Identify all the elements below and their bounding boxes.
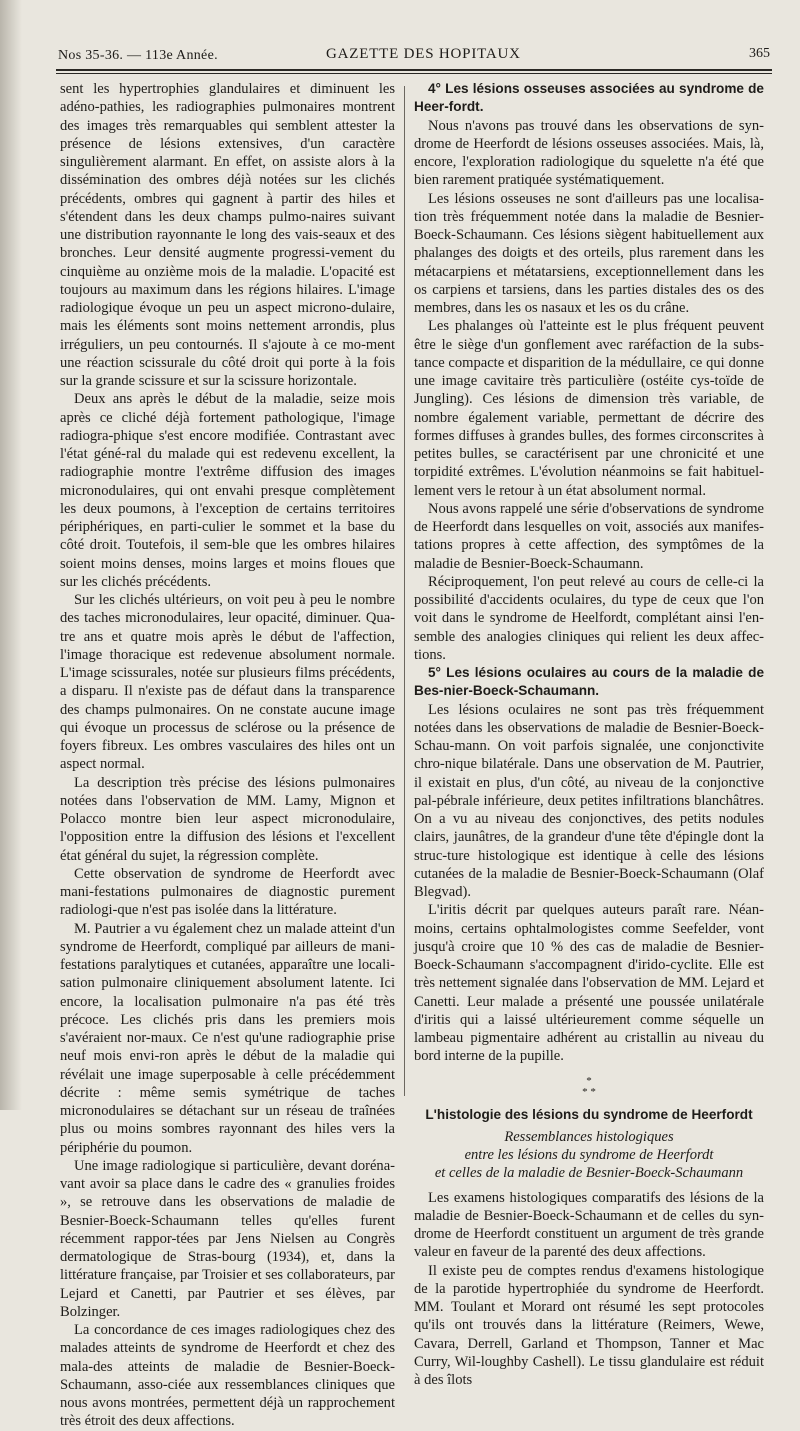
left-column [60, 80, 395, 1431]
histology-subtitle: et celles de la maladie de Besnier-Boeck-Schaumann [434, 1165, 744, 1182]
histology-heading: L'histologie des lésions du syndrome de Heerfordt [425, 1106, 753, 1122]
paragraph: Il existe peu de comptes rendus d'examens histologique de la parotide hypertrophiée du syndrome de Heerfordt. MM. Toulant et Morard ont résumé les sept protocoles qu'ils ont trouvés dans la littérature (Reimers, Wewe, Cavara, Derrell, Garland et Thompson, Tanner et Mac Curry, Wil-loughby Cashell). Le tissu glandulaire est réduit à des îlots [414, 1262, 764, 1388]
header-rule-thick [56, 69, 772, 71]
header-rule-thin [56, 73, 772, 74]
journal-title: GAZETTE DES HOPITAUX [326, 46, 521, 62]
paragraph: Les lésions oculaires ne sont pas très fréquemment notées dans les observations de maladie de Besnier-Boeck-Schau-mann. On voit parfois signalée, une conjonctivite chro-nique bilatérale. Dans une observation de M. Pautrier, il existait en plus, d'un côté, au niveau de la conjonctive pal-pébrale inférieure, deux petites infiltrations blanchâtres. On a vu au niveau des conjonctives, des petits nodules clairs, jaunâtres, de la grandeur d'une tête d'épingle dont la struc-ture histologique est identique à celle des lésions cutanées de la maladie de Besnier-Boeck-Schaumann (Olaf Blegvad). [414, 701, 764, 900]
paragraph: Les lésions osseuses ne sont d'ailleurs pas une localisa-tion très fréquemment notée dans la maladie de Besnier-Boeck-Schaumann. Ces lésions siègent habituellement aux phalanges des doigts et des orteils, plus rarement dans les métacarpiens et métatarsiens, exceptionnellement dans les os carpiens et tarsiens, dans les parties distales des os des membres, dans les os nasaux et les os du crâne. [414, 190, 764, 316]
section-heading: 4° Les lésions osseuses associées au syndrome de Heer-fordt. [414, 81, 764, 115]
paragraph: Réciproquement, l'on peut relevé au cours de celle-ci la possibilité d'accidents oculaires, du type de ceux que l'on voit dans le syndrome de Heelfordt, complétant ainsi l'en-semble des analogies cliniques qui relient les deux affec-tions. [414, 573, 764, 663]
paragraph: L'iritis décrit par quelques auteurs paraît rare. Néan-moins, certains ophtalmologistes comme Seefelder, vont jusqu'à croire que 10 % des cas de maladie de Besnier-Boeck-Schaumann s'accompagnent d'irido-cyclite. Elle est très nettement signalée dans l'observation de MM. Lejard et Canetti. Leur malade a présenté une poussée unilatérale d'iritis qui a laissé ultérieurement comme séquelle un lambeau pigmentaire adhérent au cristallin au niveau du bord interne de la pupille. [414, 902, 764, 1065]
histology-subtitle: entre les lésions du syndrome de Heerfordt [464, 1147, 714, 1163]
section-separator-stars: * * * [582, 1074, 596, 1098]
issue-label: Nos 35-36. — 113e Année. [58, 48, 218, 63]
section-heading: 5° Les lésions oculaires au cours de la maladie de Bes-nier-Boeck-Schaumann. [414, 665, 764, 699]
page-header [58, 44, 770, 66]
paragraph: Nous n'avons pas trouvé dans les observations de syn-drome de Heerfordt de lésions osseuses associées. Mais, là, encore, l'exploration radiologique du squelette n'a été que bien rarement pratiquée systématiquement. [414, 117, 764, 189]
histology-subtitle: Ressemblances histologiques [504, 1128, 674, 1145]
right-column [414, 80, 764, 1389]
paragraph: La concordance de ces images radiologiques chez des malades atteints de syndrome de Heerfordt et chez des mala-des atteints de maladie de Besnier-Boeck-Schaumann, asso-ciée aux ressemblances cliniques que nous avons montrées, permettent déjà un rapprochement très étroit des deux affections. [60, 1322, 395, 1430]
column-divider [404, 86, 405, 1096]
paragraph: Une image radiologique si particulière, devant doréna-vant avoir sa place dans le cadre des « granulies froides », se retrouve dans les observations de maladie de Besnier-Boeck-Schaumann telles qu'elles furent récemment rappor-tées par Jens Nielsen au Congrès dermatologique de Stras-bourg (1934), et, dans la littérature française, par Troisier et ses collaborateurs, par Lejard et Canetti, par Pautrier et ses élèves, par Bolzinger. [60, 1157, 395, 1320]
paragraph: La description très précise des lésions pulmonaires notées dans l'observation de MM. Lamy, Mignon et Polacco montre bien leur aspect micronodulaire, l'opposition entre la diffusion des lésions et l'excellent état général du sujet, la régression complète. [60, 774, 395, 864]
paragraph: Deux ans après le début de la maladie, seize mois après ce cliché déjà fortement pathologique, l'image radiogra-phique s'est encore modifiée. Contrastant avec l'état géné-ral du malade qui est redevenu excellent, la radiographie montre l'extrême diffusion des images micronodulaires, qui ont envahi presque complètement les deux poumons, à l'exception de certains territoires périphériques, en parti-culier le sommet et la base du côté droit. Toutefois, il sem-ble que les ombres hilaires soient moins denses, moins larges et moins floues que sur les clichés précédents. [60, 391, 395, 590]
paragraph: Nous avons rappelé une série d'observations de syndrome de Heerfordt dans lesquelles on voit, associés aux manifes-tations propres à cette affection, des symptômes de la maladie de Besnier-Boeck-Schaumann. [414, 500, 764, 572]
paragraph: Les examens histologiques comparatifs des lésions de la maladie de Besnier-Boeck-Schaumann et de celles du syn-drome de Heerfordt constituent un argument de très grande valeur en faveur de la parenté des deux affections. [414, 1189, 764, 1261]
paragraph: Les phalanges où l'atteinte est le plus fréquent peuvent être le siège d'un gonflement avec raréfaction de la subs-tance compacte et disparition de la médullaire, ce qui donne une image cavitaire très particulière (ostéite cys-toïde de Jungling). Ces lésions de dimension très variable, de nombre également variable, permettant de décrire des formes diffuses à grandes bulles, des formes circonscrites à petites bulles, se caractérisent par une chronicité et une torpidité extrêmes. L'évolution néanmoins se fait habituel-lement vers le retour à un état absolument normal. [414, 318, 764, 499]
page-gutter-shadow [0, 0, 22, 1110]
paragraph: sent les hypertrophies glandulaires et diminuent les adéno-pathies, les radiographies pulmonaires montrent des images très remarquables qui semblent attester la présence de lésions extensives, d'un caractère singulièrement alarmant. En effet, on assiste alors à la dissémination des ombres déjà notées sur les clichés précédents, ombres qui gagnent à partir des hiles et s'étendent dans les deux champs pulmo-naires suivant une distribution rayonnante le long des vais-seaux et des bronches. Leur densité augmente progressi-vement du cinquième au onzième mois de la maladie. L'opacité est toujours au maximum dans les régions hilaires. L'image radiologique évoque un peu un aspect microno-dulaire, mais les éléments sont moins nettement arrondis, plus irréguliers, un peu contournés. Il s'ajoute à ce mo-ment une réaction scissurale du côté droit qui porte à la fois sur la grande scissure et sur la scissure horizontale. [60, 81, 395, 389]
paragraph: Cette observation de syndrome de Heerfordt avec mani-festations pulmonaires de diagnostic purement radiologi-que n'est pas isolée dans la littérature. [60, 865, 395, 919]
paragraph: M. Pautrier a vu également chez un malade atteint d'un syndrome de Heerfordt, compliqué par ailleurs de mani-festations paralytiques et cutanées, apparaître une locali-sation pulmonaire cliniquement absolument latente. Ici encore, la localisation pulmonaire n'a pas été très précoce. Les clichés pris dans les premiers mois s'avéraient nor-maux. Ce n'est qu'une radiographie prise neuf mois envi-ron après le début de la maladie qui révélait une image superposable à celle précédemment décrite : même semis symétrique de taches micronodulaires se détachant sur un réseau de traînées plus ou moins sombres rayonnant des hiles vers la périphérie du poumon. [60, 920, 395, 1156]
page-number: 365 [749, 46, 770, 61]
paragraph: Sur les clichés ultérieurs, on voit peu à peu le nombre des taches micronodulaires, leur opacité, diminuer. Qua-tre ans et quatre mois après le début de l'affection, l'image thoracique est redevenue absolument normale. L'image scissurales, notée sur plusieurs films précédents, a disparu. Il n'existe pas de défaut dans la transparence des champs pulmonaires. On ne constate aucune image qui évoque un processus de sclérose ou la présence de foyers fibreux. Les ombres vasculaires des hiles ont un aspect normal. [60, 592, 395, 773]
